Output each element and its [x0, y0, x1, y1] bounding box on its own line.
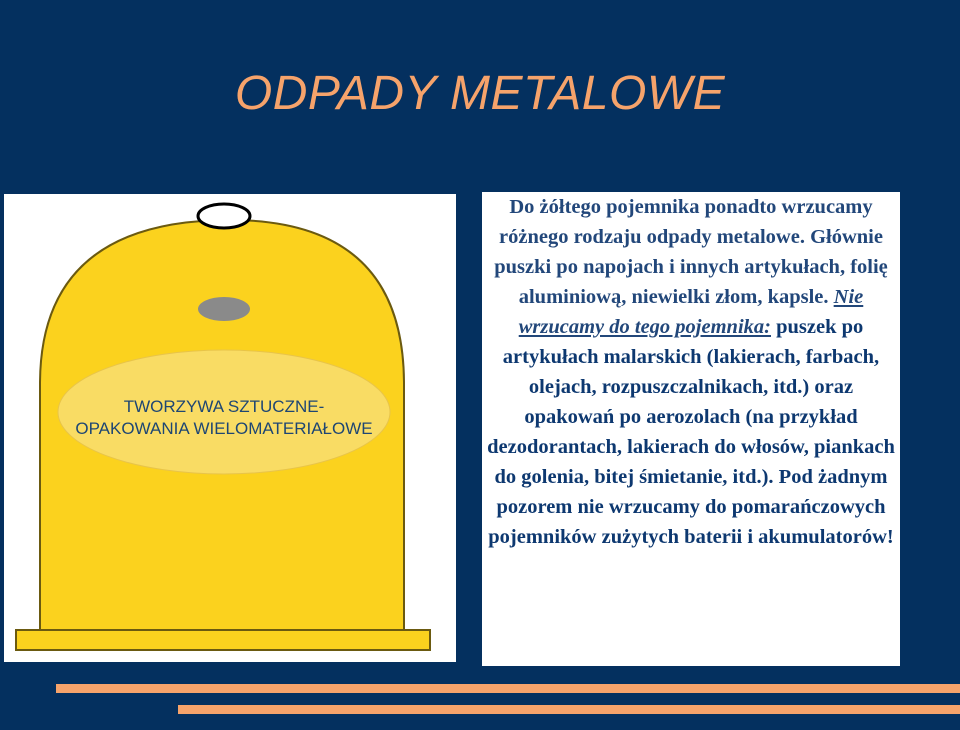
bin-label	[24, 396, 424, 440]
intro-text: Do żółtego pojemnika ponadto wrzucamy różnego rodzaju odpady metalowe. Głównie puszki po napojach i innych artykułach, folię aluminiową, niewielki złom, kapsle.	[494, 196, 888, 308]
text-panel	[482, 192, 900, 666]
bin-illustration	[4, 194, 456, 662]
bin-label-line2: OPAKOWANIA WIELOMATERIAŁOWE	[75, 419, 373, 438]
accent-bar-top	[56, 684, 960, 693]
slide-title: ODPADY METALOWE	[234, 67, 726, 120]
warning-text: puszek po artykułach malarskich (lakierach, farbach, olejach, rozpuszczalnikach, itd.) oraz opakowań po aerozolach (na przykład dezodorantach, lakierach do włosów, piankach do golenia, bitej śmietanie, itd.). Pod żadnym pozorem nie wrzucamy do pomarańczowych pojemników zużytych baterii i akumulatorów!	[487, 316, 895, 548]
accent-bar-bottom	[178, 705, 960, 714]
warning-heading: Nie wrzucamy do tego pojemnika:	[518, 286, 864, 338]
bin-label-line1: TWORZYWA SZTUCZNE-	[123, 397, 325, 416]
